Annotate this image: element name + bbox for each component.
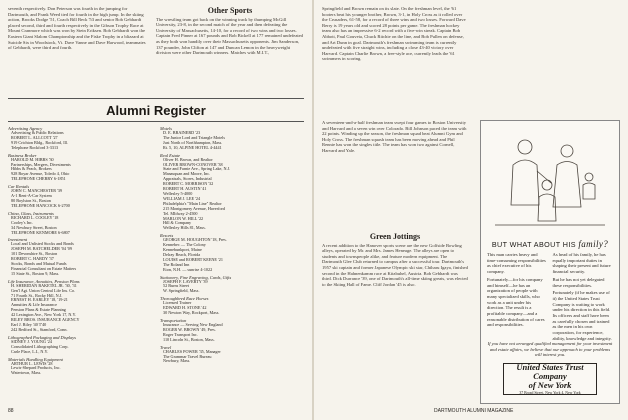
left-page	[0, 0, 313, 420]
register-entry-line: Roger Transport Inc.	[163, 331, 198, 337]
register-entry-line: ROBERT H. AUSTIN '41	[163, 186, 207, 192]
register-category: Transportation	[160, 318, 187, 323]
register-entry-line: HAROLD M. HIBBS '30	[11, 156, 54, 162]
register-entry-line: Philadelphia's "Main Line" Realtor	[163, 200, 222, 206]
register-entry-line: 30 Newton Way, Rockport, Mass.	[163, 310, 220, 316]
register-entry-line: 52 Burns Street	[163, 283, 190, 289]
register-entry-line: RICHARD L. COOLEY '18	[11, 214, 59, 220]
register-entry-line: Watertown, Mass.	[11, 370, 42, 376]
freshman-team-text: A seventeen-and-a-half freshman team swept four games to Boston University and Harvard and a seven win over Colorado. Bill Johnson paced the team with 22 points. Winding up the season, the freshman squad beat Alumni Gym and Holy Cross. The freshman squash team has been moving ahead and Phil Rennie has won the singles title. The team has won two against Cornell, Harvard and Yale.	[322, 120, 467, 153]
register-entry-line: Oliver H. Brown, and Realtor	[163, 156, 213, 162]
register-entry-line: MARLON W. HILL '22	[163, 215, 204, 221]
register-column-right	[160, 124, 306, 404]
register-entry-line: ROBERT C. MORRISON '32	[163, 181, 214, 187]
register-entry-line: Hill & Company	[163, 220, 192, 226]
register-category: Materials Handling Equipment	[8, 356, 63, 362]
register-entry-line: ERNEST H. EARLEY '18, '19-21	[11, 297, 68, 303]
register-entry-line: Insurance — Serving New England	[163, 322, 223, 327]
ad-body	[487, 252, 613, 344]
register-category: Real Estate	[160, 152, 181, 158]
register-entry-line: 80 Boylston St., Boston	[11, 197, 51, 203]
register-category: Resorts	[160, 233, 174, 239]
register-entry-line: ROGER W. BROWN '49, Pres.	[163, 326, 216, 332]
right-page	[314, 0, 628, 420]
register-entry-line: CHARLES POWER '35, Manager	[163, 348, 221, 354]
register-entry-line: Appraisals, Stores, Industrial	[163, 176, 212, 182]
alumni-register-title: Alumni Register	[8, 98, 304, 122]
register-entry-line: Financial Consultant on Estate Matters	[11, 265, 77, 271]
register-entry-line: Pension Plans & Estate Planning	[11, 307, 66, 313]
register-entry-line: 110 Lincoln St., Boston, Mass.	[163, 336, 215, 342]
register-entry-line: OLIVER BROWN-CONOVER '38	[163, 161, 223, 167]
register-entry-line: WILLIAM J. LEE '24	[163, 195, 201, 201]
other-sports-column	[156, 6, 304, 57]
register-entry-line: The Grammar Travel Bureau	[163, 353, 212, 359]
register-entry-line: TELEPHONE HANCOCK 6-2700	[11, 202, 70, 208]
register-entry-line: Newbury, Mass.	[163, 358, 191, 364]
register-entry-line: ROBERT C. HARDY '37	[11, 256, 54, 262]
register-entry-line: JOSEPH F. LAVERTY '39	[163, 278, 208, 284]
register-entry-line: Wellesley 5-4000	[163, 190, 193, 196]
register-entry-line: Local and Unlisted Stocks and Bonds	[11, 241, 74, 247]
register-category: Motels	[160, 126, 172, 131]
register-category: Investment	[8, 237, 28, 243]
register-category: Advertising Agency	[8, 126, 43, 131]
register-entry-line: SIDNEY J. YOUNG '24	[11, 338, 52, 344]
register-entry-line: W. Springfield, Mass.	[163, 288, 200, 294]
register-entry-line: D. E. BRAINERD '23	[163, 130, 201, 135]
register-entry-line: 42 Lexington Ave., New York 17, N.Y.	[11, 312, 76, 318]
logo-line-1: United States Trust Company	[516, 362, 584, 381]
register-entry-line: TELEPHONE KENMORE 6-6807	[11, 229, 70, 235]
register-entry-line: RILEY BROS. INSURANCE AGENCY	[11, 317, 80, 323]
register-entry-line: The Roland Inn	[163, 261, 190, 267]
register-entry-line: Telephone Rockford 3-3313	[11, 144, 59, 150]
trust-company-advertisement	[480, 120, 620, 404]
ad-headline	[485, 239, 615, 249]
right-column-1	[322, 6, 468, 116]
register-entry-line: 928 Boyar Avenue, Toledo 4, Ohio	[11, 171, 70, 177]
register-entry-line: 15 State St., Boston 9, Mass.	[11, 270, 60, 276]
family-sketch-icon	[485, 125, 615, 235]
ad-paragraph: This man carries heavy and time-consuming responsibilities as chief executive of his company.	[487, 252, 546, 275]
register-category: Lithographed Packaging and Displays	[8, 334, 76, 340]
register-entry-line: Cooley's Inc.	[11, 219, 33, 225]
register-category: Business Broker	[8, 152, 37, 158]
green-jottings-text: A recent addition to the Hanover sports scene are the new Golfside Bowling alleys, operated by Mr. and Mrs. James Heneage. The alleys are open to students and townspeople alike, and feature modern equipment. The Dartmouth Glee Club returned to campus after a successful tour. Dartmouth's 1957 ski captain and former Japanese Olympic ski star, Chiharu Igaya, finished second in the Hahnenkamm race at Kitzbuhel, Austria. Bob Gebhardt was third. Dick Durrance '39, one of Dartmouth's all-time skiing greats, was elected to the Skiing Hall of Fame. Cliff Jordan '45 is also.	[322, 242, 468, 287]
register-entry-line: JOHN C. MANCHESTER '39	[11, 188, 63, 194]
register-entry-line: Advertising & Public Relations	[11, 130, 64, 135]
register-entry-line: Licensed Trainer	[163, 300, 192, 306]
register-entry-line: Consolidated Lithographing Corp.	[11, 343, 69, 349]
register-entry-line: EDWARD H. STONE '42	[163, 305, 207, 311]
freshman-sports-text: Springfield and Brown remain on its slate. On the freshman level, the '61 booters beat his younger brother, Brown, 3-1, in Holy Cross as it rolled over the Crusaders, 61-58, for a record of three wins and two losses. Forward Dave Berry is 19 years old and scored 28 points per game. The freshman hockey team also has an impressive 6-2 record with a five-win streak. Captain Bob Abbott, Paul Gouveia, Chuck Ritchie on the line, and Bob Pullen on defense, and Art Dunn in goal. Dartmouth's freshman swimming team is currently undefeated with five straight wins, including a close 43-40 victory over Harvard. Captain Charlie Brown, a free-style ace, currently leads the '61 swimmers in scoring.	[322, 6, 466, 62]
register-entry-line: 242 Bedford St., Stamford, Conn.	[11, 326, 68, 332]
register-entry-line: JOSEPH M. BATCHELDER '04 '09	[11, 246, 72, 252]
register-entry-line: Lewis-Shepard Products, Inc.	[11, 365, 61, 371]
register-entry-line: Tel. MIdway 2-4500	[163, 210, 198, 216]
register-category: Thoroughbred Race Horses	[160, 296, 209, 302]
register-entry-line: A-1 Rent-A-Car System	[11, 193, 52, 199]
trust-company-logo	[503, 363, 597, 395]
register-category: Stationery, Fine Engraving, Cards, Gifts	[160, 274, 232, 280]
ad-body-right	[553, 252, 614, 344]
logo-line-2: of New York	[528, 380, 572, 390]
ad-headline-italic: family?	[578, 239, 609, 249]
register-entry-line: 215 Montgomery Avenue, Haverford	[163, 205, 226, 211]
register-entry-line: Delray Beach, Florida	[163, 251, 201, 257]
register-entry-line: 101 Devonshire St., Boston	[11, 251, 58, 257]
sports-text: seventh respectively. Don Peterson was fourth in the jumping for Dartmouth, and Frank Weed tied for fourth in the high jump. In the skiing action, Brooks Dodge '51, Coach Bill Beck '53 and senior Bob Gebhardt placed second, third and fourth respectively in the Gibson Trophy Race at Mount Cranmore which was won by Stein Eriksen. Bob Gebhardt won the Eastern Giant Slalom Championship and the Fiske Trophy in a blizzard at Suicide Six in Woodstock, Vt. Dave Vanne and Dave Harwood, teammates of Gebhardt, were third and fourth.	[8, 6, 146, 51]
register-entry-line: The Junior Lord and Triangle Motels	[163, 134, 225, 140]
register-entry-line: Just North of Northhampton, Mass.	[163, 139, 223, 145]
register-entry-line: 71 Fourth St., Rocky Hill, N.J.	[11, 292, 63, 298]
register-entry-line: Partnerships, Mergers, Divestments	[11, 161, 71, 167]
register-entry-line: Kennebec — The Colony	[163, 242, 206, 248]
register-entry-line: Eton, N.H. — sunrise 4-1022	[163, 266, 213, 272]
register-entry-line: Carle Place, L.I., N.Y.	[11, 348, 49, 354]
logo-address: 37 Broad Street, New York 4, New York	[519, 391, 581, 395]
register-entry-line: Annuities & Life Insurance	[11, 302, 57, 308]
register-entry-line: GEORGE M. HOUGHTON '18, Pres.	[163, 237, 227, 243]
page-number: 88	[8, 408, 14, 414]
green-jottings-column	[322, 232, 468, 404]
ad-body-left	[487, 252, 548, 344]
register-entry-line: Stocks, Bonds and Mutual Funds	[11, 261, 67, 267]
ad-paragraph: Fortunately—for his company and himself—he has an organization of people with many specialized skills, who work as a unit under his direction. The result is a profitable company—and a reasonable distribution of cares and responsibilities.	[487, 276, 545, 328]
register-entry-line: 34 Newbury Street, Boston	[11, 224, 57, 230]
register-entry-line: TELEPHONE CHERRY 6-1851	[11, 176, 66, 182]
ad-headline-text: BUT WHAT ABOUT HIS	[491, 240, 576, 249]
register-entry-line: H. SHERIDAN BAKETEL JR. '30, '31	[11, 282, 77, 288]
sports-column	[8, 6, 148, 52]
family-illustration	[485, 125, 615, 235]
register-column-left	[8, 124, 154, 404]
ad-paragraph: Fortunately (if he makes use of it) the United States Trust Company is waiting to work under his direction in this field. Its officers and staff have been as carefully chosen and trained as the men in his own corporation, for experience, ability, knowledge and integrity.	[552, 290, 612, 341]
register-entry-line: ARTHUR L. LEWIS '28	[11, 360, 53, 366]
register-category: Travel	[160, 344, 172, 350]
register-entry-line: Gen'l Agt. Union Central Life Ins. Co.	[11, 287, 76, 293]
other-sports-heading: Other Sports	[207, 6, 253, 15]
magazine-folio: DARTMOUTH ALUMNI MAGAZINE	[434, 408, 514, 414]
ad-paragraph: As head of his family, he has equally important duties in shaping their present and future financial security.	[552, 252, 611, 275]
register-entry-line: ROBERT L. ALLCOTT '27	[11, 134, 58, 140]
register-category: Life Insurance, Annuities, Pension Plans	[8, 278, 80, 284]
register-entry-line: 919 Crichton Bldg., Rockford, Ill.	[11, 139, 68, 145]
register-category: Car Rentals	[8, 184, 30, 190]
right-column-2	[322, 120, 468, 230]
register-category: China, Glass, Instruments	[8, 210, 54, 216]
other-sports-text: The wrestling team got back on the winning track by thumping McGill University, 23-8, in the second match of the year and then defeating the University of Massachusetts, 14-10, for a record of two wins and two losses. Captain Fred Pinner at 167 pounds and Bob Bickell at 177 remained undefeated as they both won handily over their Massachusetts opponents. Jim Sanderson, 137 pounder, John Clifton at 147 and Duncan Lemon in the heavyweight division were other Dartmouth winners. Matches with M.I.T.,	[156, 16, 303, 56]
register-entry-line: LOUISE and ROBERT KEENE '21	[163, 256, 223, 262]
register-entry-line: Manasquan and Moore, Inc.	[163, 171, 211, 177]
register-entry-line: Rt. 5, 10, ALPINE HOTEL 4-4441	[163, 144, 222, 150]
register-entry-line: Hibbs & Peach, Brokers	[11, 166, 52, 172]
ad-italic-note: If you have not arranged qualified management for your investment and estate affairs, we believe that our approach to your problems will interest you.	[487, 341, 613, 358]
register-entry-line: State and Farnie Ave., Spring Lake, N.J.	[163, 166, 231, 172]
green-jottings-heading: Green Jottings	[369, 232, 421, 241]
register-entry-line: Wellesley Hills 81, Mass.	[163, 225, 206, 231]
register-entry-line: Earl J. Riley '40 T'40	[11, 322, 47, 327]
ad-paragraph: But he has not yet delegated these responsibilities.	[552, 276, 605, 288]
register-entry-line: Kennebunkport, Maine	[163, 247, 202, 253]
